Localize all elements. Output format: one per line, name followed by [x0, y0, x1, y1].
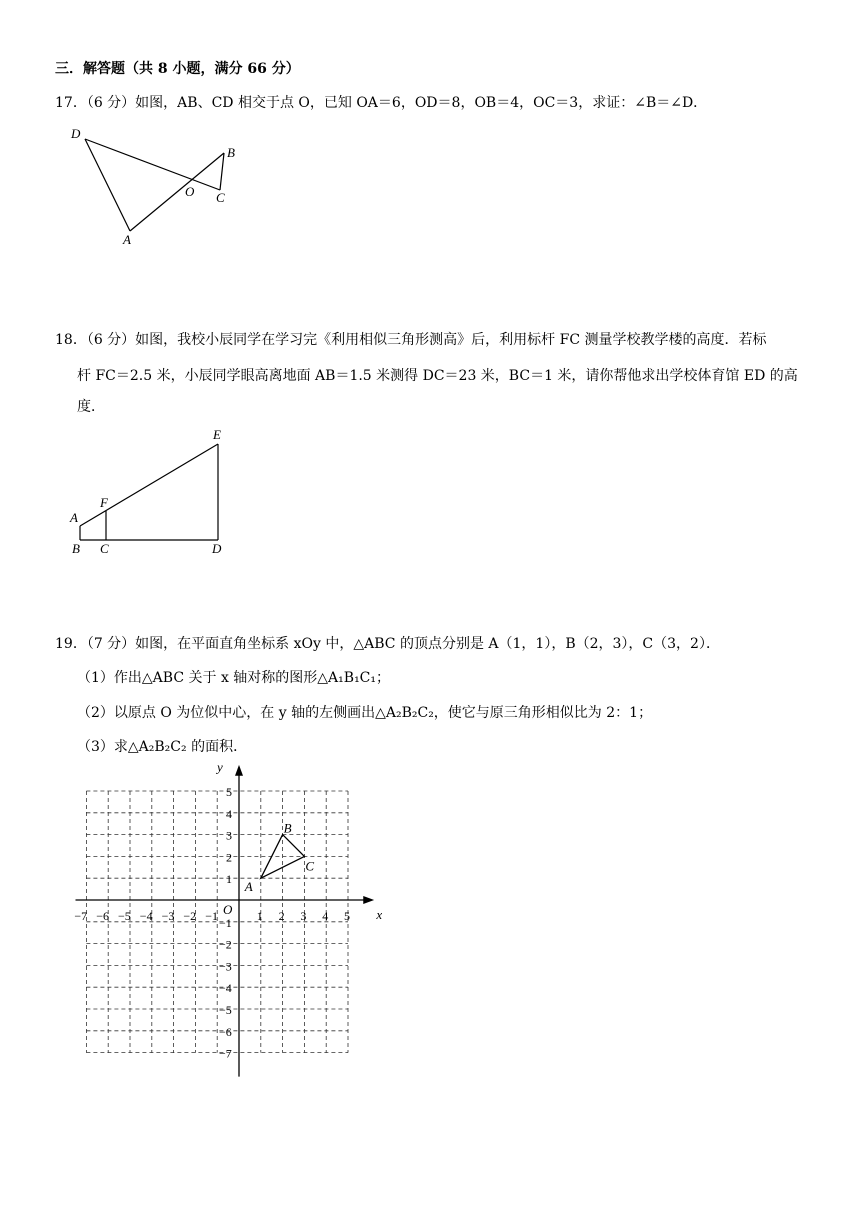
x-tick-label: −5: [118, 909, 131, 923]
y-tick-label: 1: [226, 872, 232, 887]
x-tick-label: 2: [278, 909, 285, 923]
x-axis-label: x: [376, 907, 383, 922]
y-tick-label: −7: [219, 1046, 232, 1061]
x-axis-arrow: [363, 896, 374, 904]
q18-label-C: C: [100, 541, 109, 556]
q19-text: 19．（7 分）如图，在平面直角坐标系 xOy 中，△ABC 的顶点分别是 A（1，1），B（2，3），C（3，2）．: [55, 636, 720, 652]
y-axis-label: y: [217, 759, 223, 775]
q18-line2: 杆 FC＝2.5 米，小辰同学眼高离地面 AB＝1.5 米测得 DC＝23 米，BC＝1 米，请你帮他求出学校体育馆 ED 的高: [77, 368, 798, 384]
x-tick-label: −2: [183, 909, 197, 923]
q18-line3: 度．: [77, 399, 105, 415]
x-tick-label: 3: [300, 909, 307, 923]
y-tick-label: −4: [219, 981, 232, 996]
x-tick-label: −4: [139, 909, 153, 923]
q19-part1: （1）作出△ABC 关于 x 轴对称的图形△A₁B₁C₁；: [77, 670, 391, 686]
q18-label-B: B: [72, 541, 80, 556]
section-title: 三．解答题（共 8 小题，满分 66 分）: [55, 61, 300, 77]
y-tick-label: 4: [226, 806, 232, 821]
x-tick-label: −1: [205, 909, 218, 923]
q17-label-A: A: [123, 232, 131, 247]
y-tick-label: −5: [219, 1003, 232, 1017]
q18-line1: 18．（6 分）如图，我校小辰同学在学习完《利用相似三角形测高》后，利用标杆 FC 测量学校教学楼的高度．若标: [55, 332, 767, 348]
q17-label-D: D: [71, 126, 81, 141]
x-tick-label: 5: [344, 909, 350, 923]
q17-text: 17．（6 分）如图，AB、CD 相交于点 O，已知 OA＝6，OD＝8，OB＝4，OC＝3，求证：∠B＝∠D．: [55, 95, 708, 111]
y-axis-arrow: [235, 765, 243, 776]
q17-label-O: O: [185, 184, 195, 199]
q18-label-E: E: [213, 427, 221, 442]
x-tick-label: −7: [74, 909, 88, 923]
q18-label-A: A: [70, 510, 78, 525]
q18-label-F: F: [100, 495, 108, 510]
x-tick-label: 4: [322, 909, 329, 923]
y-tick-label: −6: [219, 1024, 232, 1039]
x-tick-label: −6: [96, 909, 109, 923]
y-tick-label: −1: [219, 915, 232, 930]
y-tick-label: −2: [219, 937, 232, 952]
x-tick-label: 1: [256, 909, 263, 923]
y-tick-label: 5: [226, 785, 232, 799]
y-tick-label: 2: [226, 850, 232, 865]
point-label-C: C: [305, 858, 315, 874]
q17-label-C: C: [216, 190, 225, 205]
point-label-B: B: [283, 820, 292, 836]
point-label-A: A: [244, 879, 253, 895]
q18-label-D: D: [212, 541, 222, 556]
q19-part2: （2）以原点 O 为位似中心，在 y 轴的左侧画出△A₂B₂C₂，使它与原三角形相似比为 2：1；: [77, 705, 653, 721]
q17-label-B: B: [227, 145, 235, 160]
q19-part3: （3）求△A₂B₂C₂ 的面积．: [77, 739, 248, 755]
y-tick-label: 3: [226, 828, 232, 843]
origin-label: O: [223, 902, 233, 917]
x-tick-label: −3: [161, 909, 175, 923]
y-tick-label: −3: [219, 959, 232, 974]
